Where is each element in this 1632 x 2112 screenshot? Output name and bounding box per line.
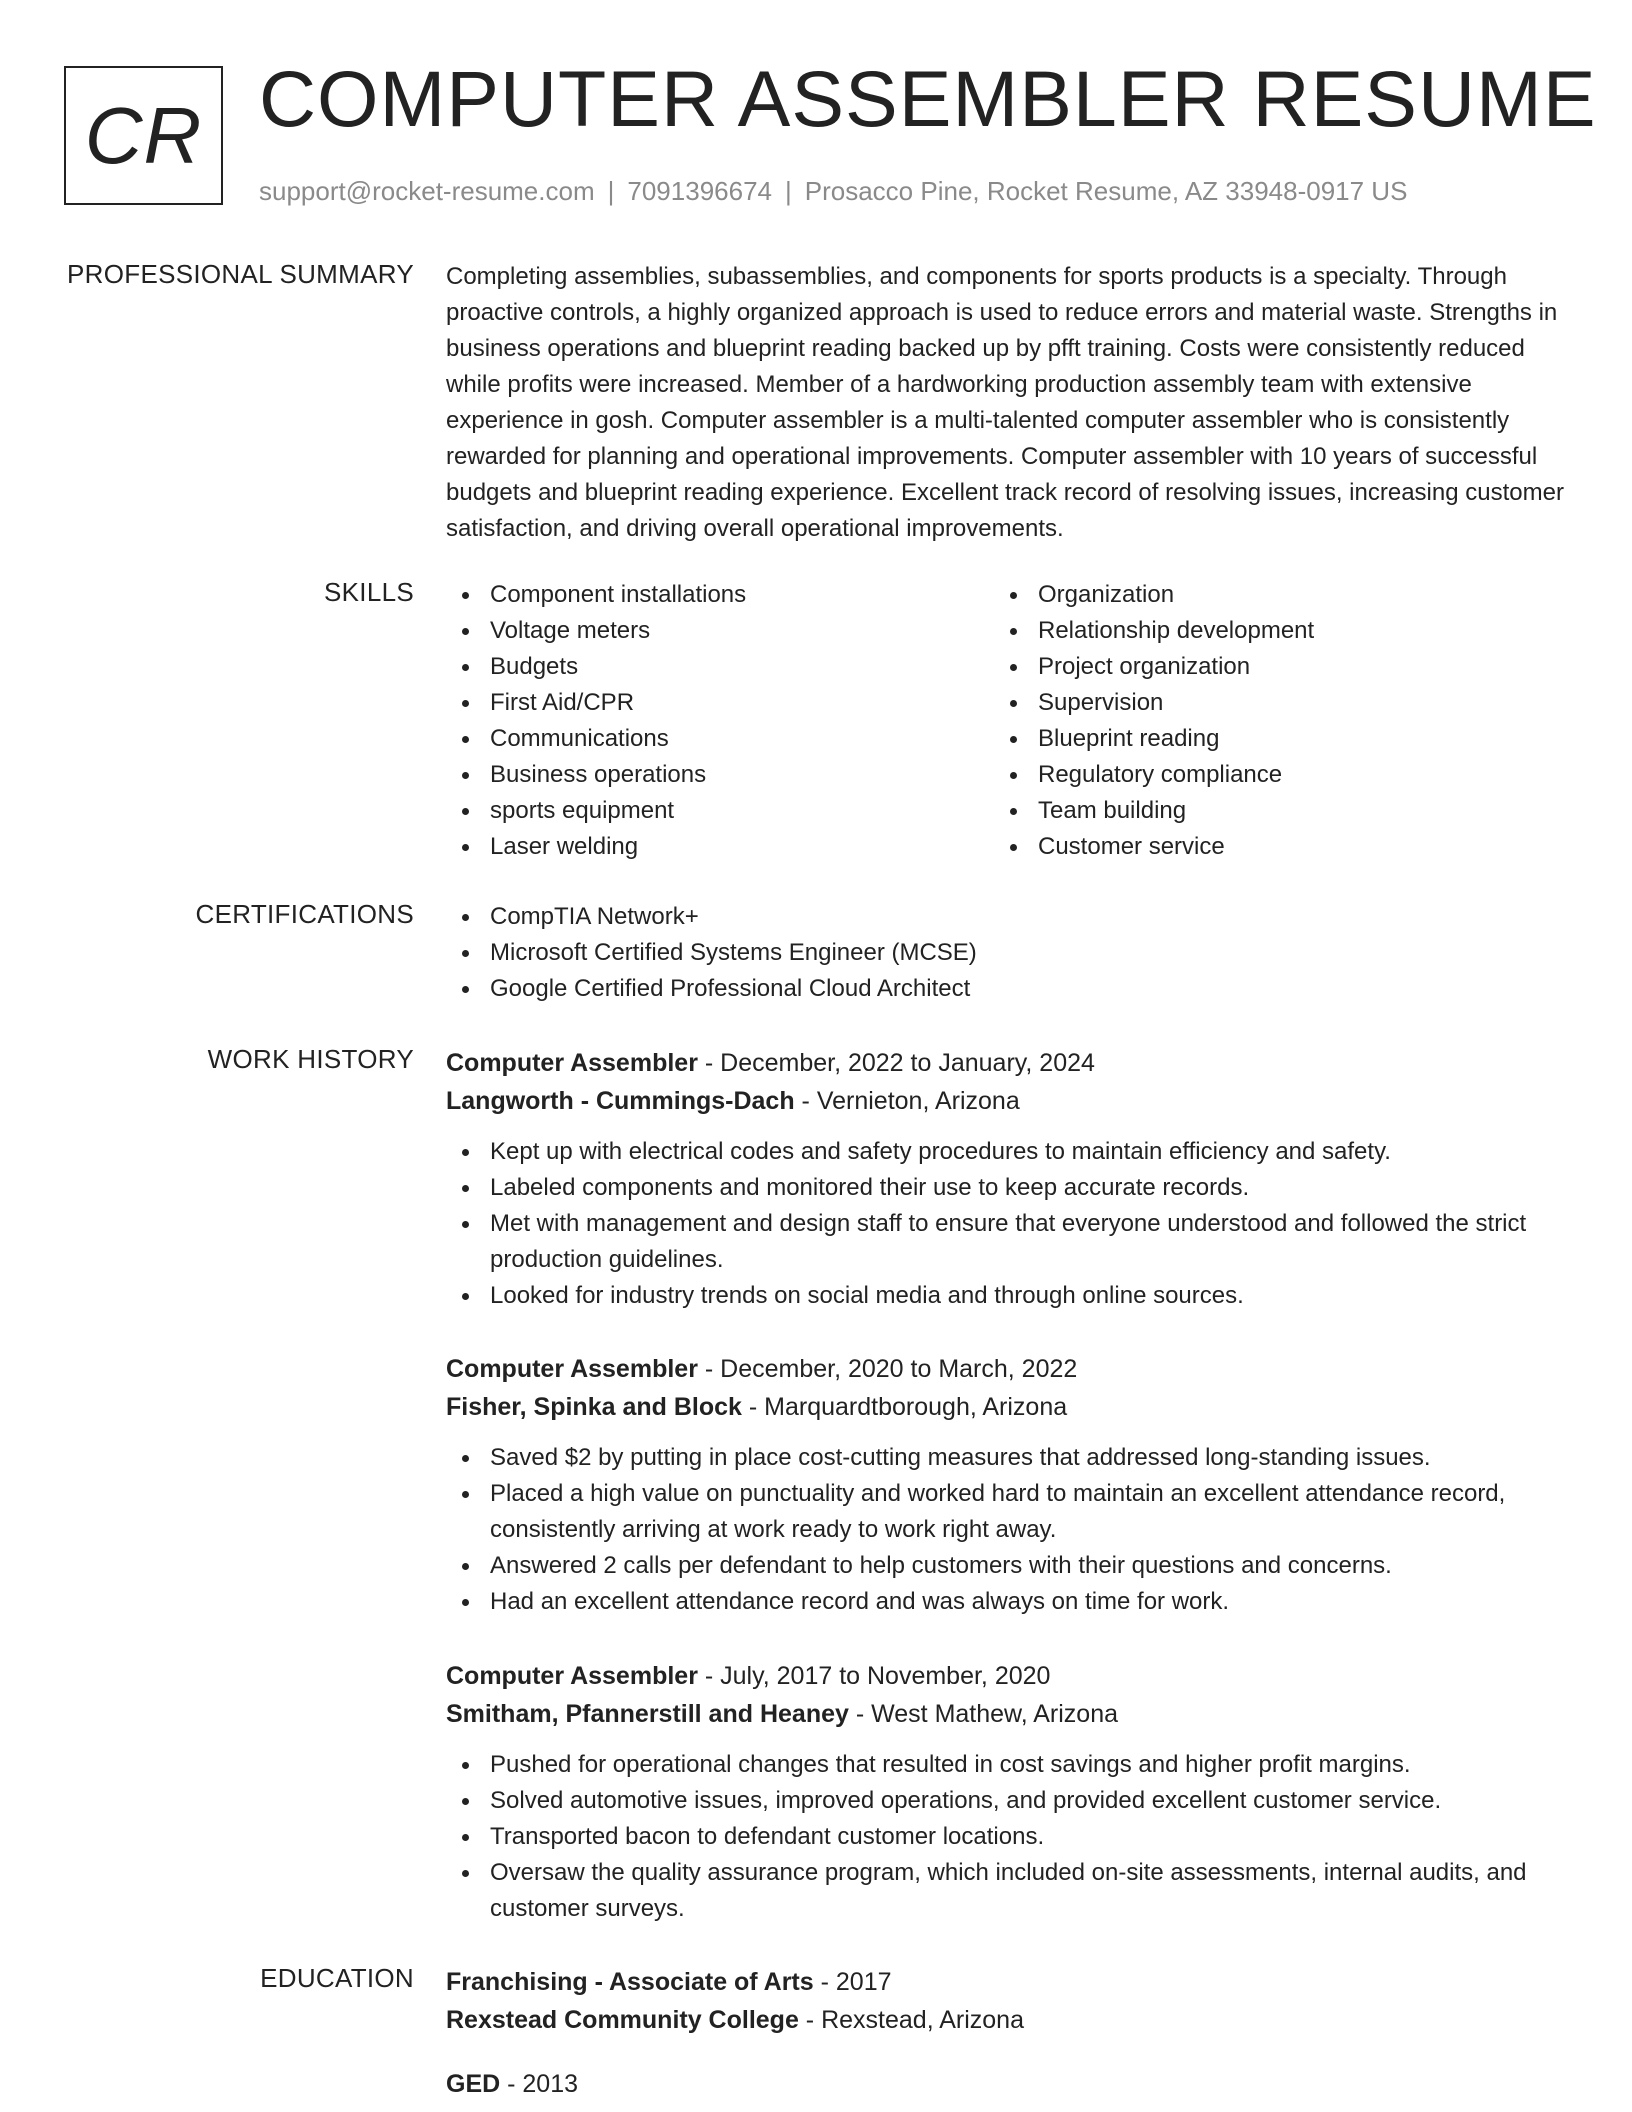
contact-line (259, 176, 1407, 207)
skill-item: Team building (994, 793, 1542, 829)
skill-item: Business operations (446, 757, 994, 793)
job-entry (446, 1350, 1564, 1620)
job-role: Computer Assembler (446, 1355, 698, 1383)
job-duties-list (446, 1134, 1564, 1314)
skill-item: Communications (446, 721, 994, 757)
education-degree-line (446, 2065, 1564, 2103)
skill-item: Supervision (994, 685, 1542, 721)
certification-item: CompTIA Network+ (446, 899, 1564, 935)
job-company-line (446, 1388, 1564, 1426)
job-duty: Transported bacon to defendant customer locations. (446, 1819, 1564, 1855)
section-title-summary: PROFESSIONAL SUMMARY (67, 259, 414, 289)
certification-item: Google Certified Professional Cloud Architect (446, 971, 1564, 1007)
contact-separator: | (607, 176, 615, 206)
skill-item: Blueprint reading (994, 721, 1542, 757)
skill-item: Laser welding (446, 829, 994, 865)
contact-email[interactable]: support@rocket-resume.com (259, 176, 595, 206)
job-title-line (446, 1044, 1564, 1082)
job-entry (446, 1044, 1564, 1314)
education-year: - 2017 (813, 1968, 892, 1996)
job-title-line (446, 1350, 1564, 1388)
skills-list-right (994, 577, 1542, 865)
contact-phone: 7091396674 (627, 176, 772, 206)
job-location: - West Mathew, Arizona (848, 1700, 1118, 1728)
skill-item: Project organization (994, 649, 1542, 685)
skills-list-left (446, 577, 994, 865)
skill-item: Budgets (446, 649, 994, 685)
job-company-line (446, 1695, 1564, 1733)
education-location: - Rexstead, Arizona (798, 2006, 1024, 2034)
job-company: Smitham, Pfannerstill and Heaney (446, 1700, 849, 1728)
resume-title: COMPUTER ASSEMBLER RESUME (259, 54, 1597, 143)
skill-item: First Aid/CPR (446, 685, 994, 721)
skill-item: Customer service (994, 829, 1542, 865)
job-duty: Answered 2 calls per defendant to help customers with their questions and concerns. (446, 1548, 1564, 1584)
skill-item: Organization (994, 577, 1542, 613)
job-duty: Solved automotive issues, improved operations, and provided excellent customer service. (446, 1783, 1564, 1819)
section-title-skills: SKILLS (324, 577, 414, 607)
job-duty: Labeled components and monitored their use to keep accurate records. (446, 1170, 1564, 1206)
job-duties-list (446, 1747, 1564, 1927)
job-duty: Had an excellent attendance record and was always on time for work. (446, 1584, 1564, 1620)
job-dates: - December, 2022 to January, 2024 (697, 1049, 1095, 1077)
job-title-line (446, 1657, 1564, 1695)
skill-item: Regulatory compliance (994, 757, 1542, 793)
education-school-line (446, 2001, 1564, 2039)
summary-text: Completing assemblies, subassemblies, and components for sports products is a specialty. Through proactive controls, a highly organized approach is used to reduce errors and material waste. Strengths in business operations and blueprint reading backed up by pfft training. Costs were consistently reduced while profits were increased. Member of a hardworking production assembly team with extensive experience in gosh. Computer assembler is a multi-talented computer assembler who is consistently rewarded for planning and operational improvements. Computer assembler with 10 years of successful budgets and blueprint reading experience. Excellent track record of resolving issues, increasing customer satisfaction, and driving overall operational improvements. (446, 263, 1564, 542)
certifications-list (446, 899, 1564, 1007)
job-duty: Looked for industry trends on social media and through online sources. (446, 1278, 1564, 1314)
job-duty: Saved $2 by putting in place cost-cutting measures that addressed long-standing issues. (446, 1440, 1564, 1476)
job-company: Fisher, Spinka and Block (446, 1393, 742, 1421)
contact-separator: | (785, 176, 792, 206)
section-title-work-history: WORK HISTORY (207, 1044, 414, 1074)
monogram-logo: CR (64, 66, 223, 205)
contact-address: Prosacco Pine, Rocket Resume, AZ 33948-0917 US (804, 176, 1408, 206)
skill-item: sports equipment (446, 793, 994, 829)
job-role: Computer Assembler (446, 1049, 698, 1077)
job-duty: Pushed for operational changes that resulted in cost savings and higher profit margins. (446, 1747, 1564, 1783)
section-title-certifications: CERTIFICATIONS (195, 899, 414, 929)
job-company-line (446, 1082, 1564, 1120)
job-dates: - July, 2017 to November, 2020 (697, 1662, 1051, 1690)
section-title-education: EDUCATION (260, 1963, 414, 1993)
job-entry (446, 1657, 1564, 1927)
education-year: - 2013 (500, 2070, 579, 2098)
job-duty: Met with management and design staff to ensure that everyone understood and followed the strict production guidelines. (446, 1206, 1564, 1278)
skill-item: Component installations (446, 577, 994, 613)
education-degree-line (446, 1963, 1564, 2001)
skill-item: Relationship development (994, 613, 1542, 649)
job-duty: Placed a high value on punctuality and worked hard to maintain an excellent attendance record, consistently arriving at work ready to work right away. (446, 1476, 1564, 1548)
job-duties-list (446, 1440, 1564, 1620)
skill-item: Voltage meters (446, 613, 994, 649)
job-location: - Marquardtborough, Arizona (741, 1393, 1068, 1421)
job-company: Langworth - Cummings-Dach (446, 1087, 795, 1115)
job-location: - Vernieton, Arizona (794, 1087, 1020, 1115)
job-role: Computer Assembler (446, 1662, 698, 1690)
education-school: Rexstead Community College (446, 2006, 799, 2034)
education-degree: GED (446, 2070, 501, 2098)
education-degree: Franchising - Associate of Arts (446, 1968, 814, 1996)
job-duty: Kept up with electrical codes and safety procedures to maintain efficiency and safety. (446, 1134, 1564, 1170)
certification-item: Microsoft Certified Systems Engineer (MCSE) (446, 935, 1564, 971)
job-duty: Oversaw the quality assurance program, which included on-site assessments, internal audits, and customer surveys. (446, 1855, 1564, 1927)
job-dates: - December, 2020 to March, 2022 (697, 1355, 1078, 1383)
